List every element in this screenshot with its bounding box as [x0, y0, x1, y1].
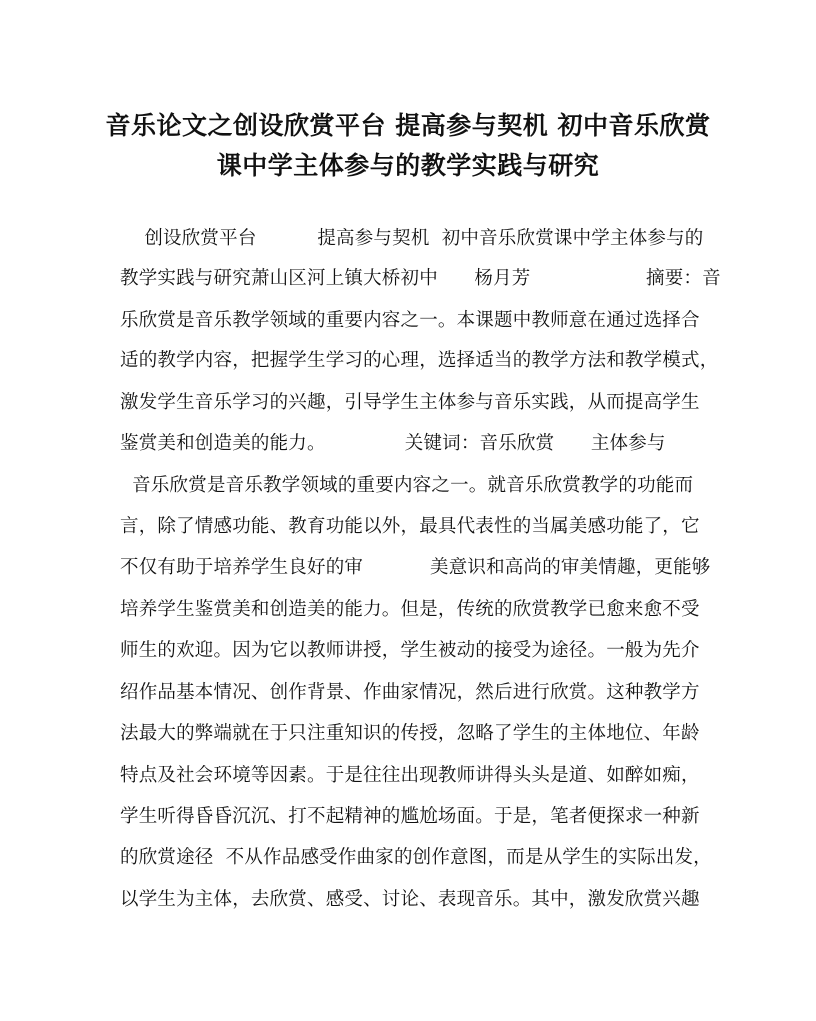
body-line: 法最大的弊端就在于只注重知识的传授，忽略了学生的主体地位、年龄: [120, 723, 700, 744]
body-line: 激发学生音乐学习的兴趣，引导学生主体参与音乐实践，从而提高学生: [120, 392, 700, 413]
body-line: 音乐欣赏是音乐教学领域的重要内容之一。就音乐欣赏教学的功能而: [120, 475, 694, 496]
body-line: 师生的欢迎。因为它以教师讲授，学生被动的接受为途径。一般为先介: [120, 640, 700, 661]
body-line: 培养学生鉴赏美和创造美的能力。但是，传统的欣赏教学已愈来愈不受: [120, 599, 700, 620]
body-line: 适的教学内容，把握学生学习的心理，选择适当的教学方法和教学模式，: [120, 350, 719, 371]
body-line: 创设欣赏平台 提高参与契机 初中音乐欣赏课中学主体参与的: [120, 228, 704, 249]
body-line: 言，除了情感功能、教育功能以外，最具代表性的当属美感功能了，它: [120, 516, 700, 537]
body-line: 鉴赏美和创造美的能力。 关键词：音乐欣赏 主体参与: [120, 433, 666, 454]
body-line: 特点及社会环境等因素。于是往往出现教师讲得头头是道、如醉如痴，: [120, 765, 700, 786]
body-line: 教学实践与研究萧山区河上镇大桥初中 杨月芳 摘要：音: [120, 268, 721, 289]
body-line: 绍作品基本情况、创作背景、作曲家情况，然后进行欣赏。这种教学方: [120, 682, 700, 703]
body-line: 以学生为主体，去欣赏、感受、讨论、表现音乐。其中，激发欣赏兴趣: [120, 889, 700, 910]
body-line: 不仅有助于培养学生良好的审 美意识和高尚的审美情趣，更能够: [120, 557, 711, 578]
document-title-line-1: 音乐论文之创设欣赏平台 提高参与契机 初中音乐欣赏: [105, 111, 711, 140]
document-title-line-2: 课中学主体参与的教学实践与研究: [216, 151, 600, 180]
body-line: 学生听得昏昏沉沉、打不起精神的尴尬场面。于是，笔者便探求一种新: [120, 806, 700, 827]
body-line: 乐欣赏是音乐教学领域的重要内容之一。本课题中教师意在通过选择合: [120, 310, 700, 331]
body-line: 的欣赏途径 不从作品感受作曲家的创作意图，而是从学生的实际出发，: [120, 847, 712, 868]
